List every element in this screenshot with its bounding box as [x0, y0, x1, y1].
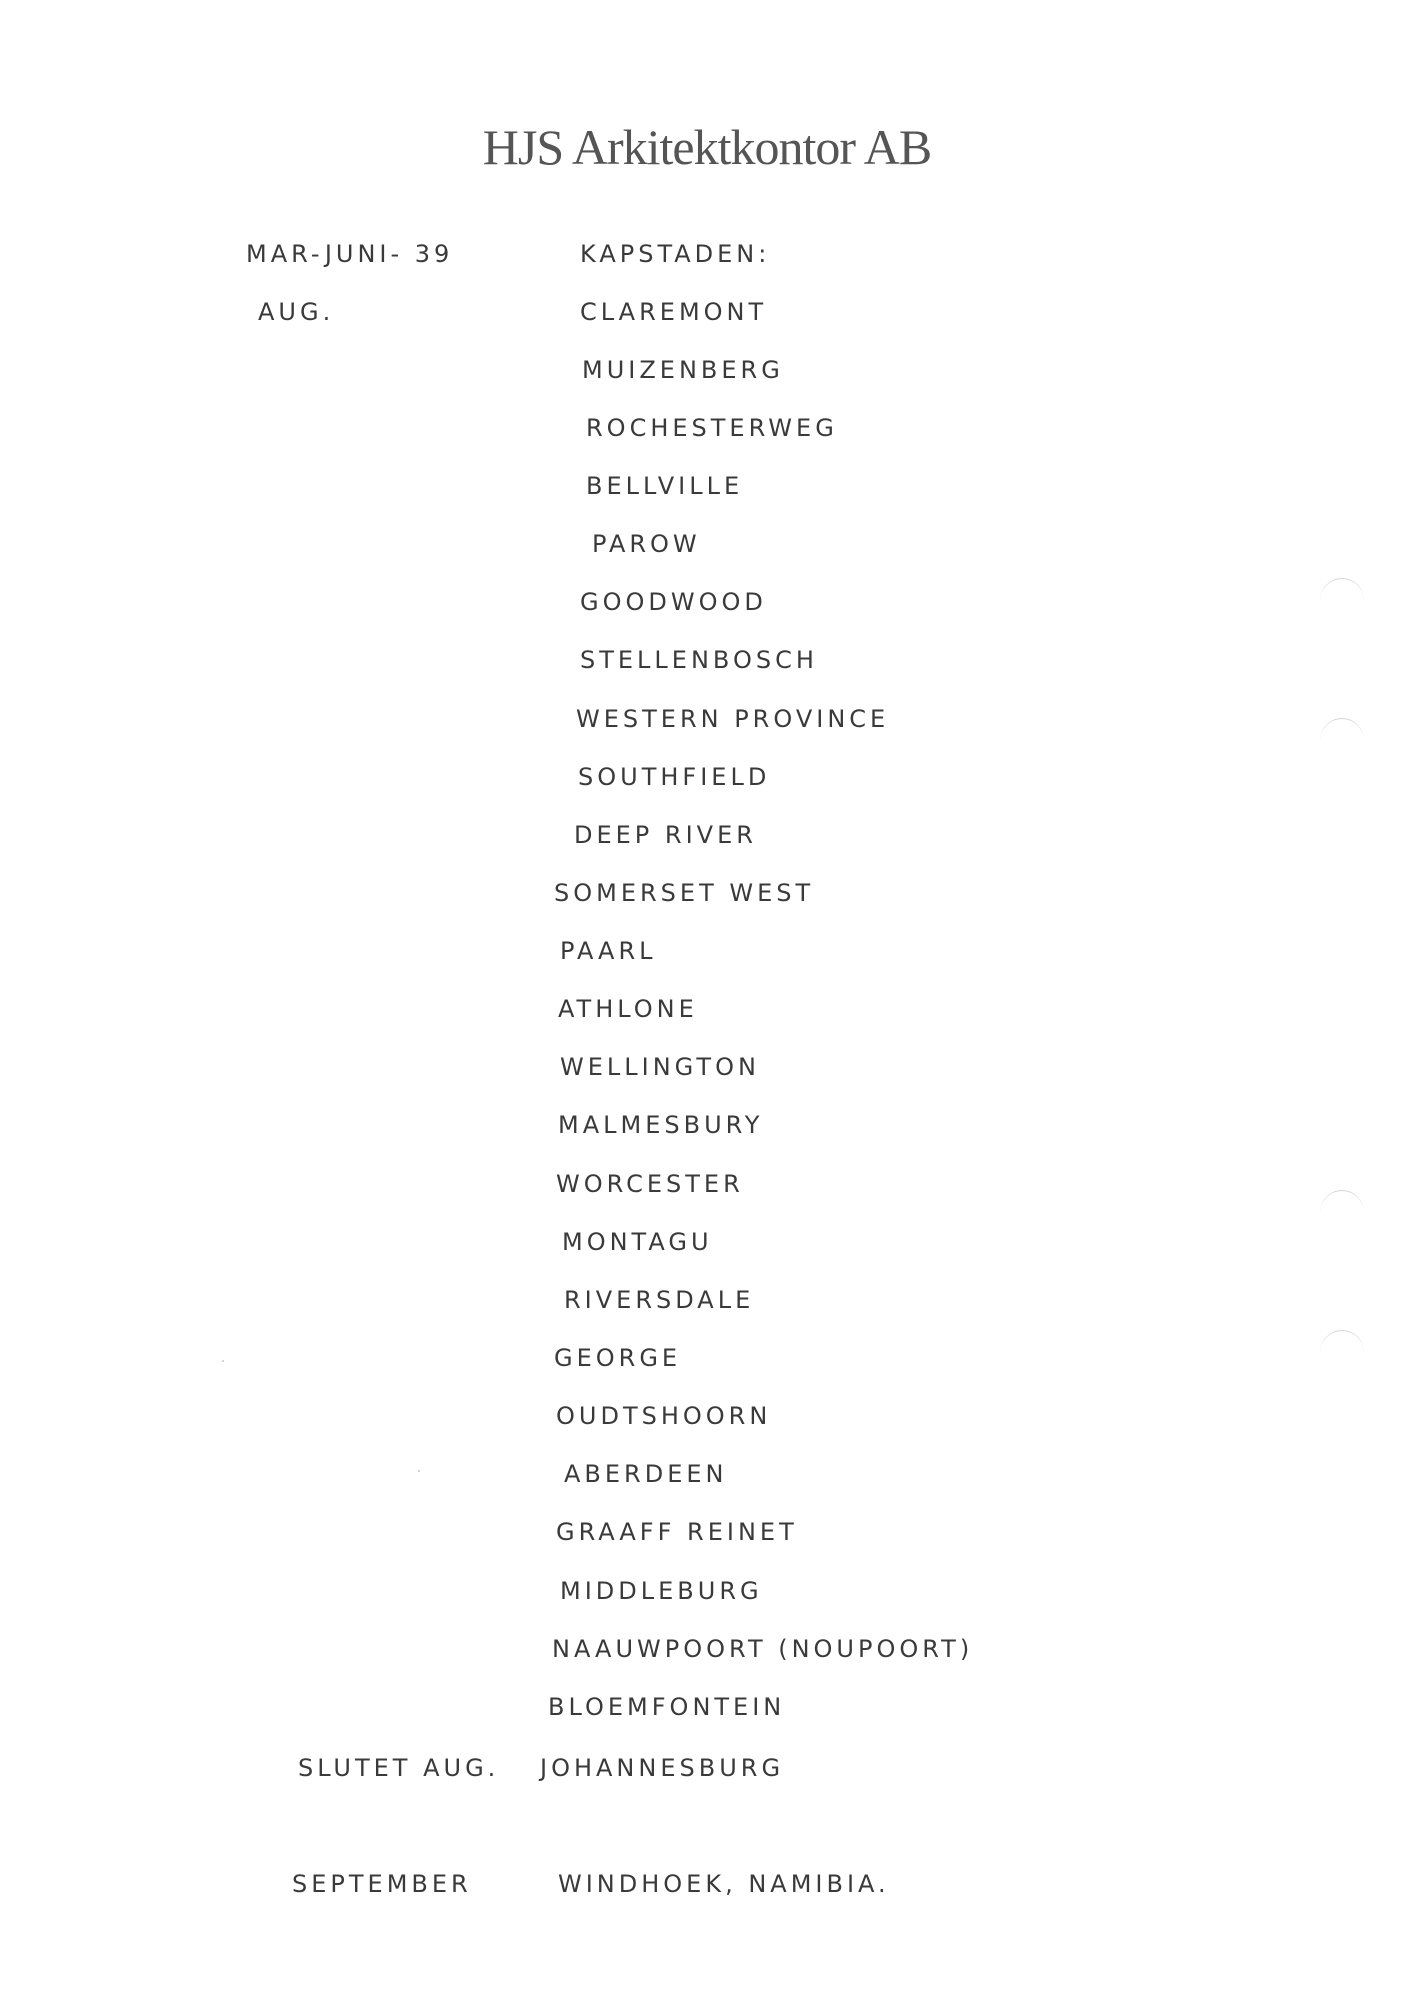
- place-goodwood: GOODWOOD: [580, 588, 767, 616]
- place-george: GEORGE: [554, 1344, 682, 1372]
- place-southfield: SOUTHFIELD: [578, 763, 771, 791]
- punch-hole-mark: [1320, 1190, 1364, 1213]
- punch-hole-mark: [1320, 718, 1364, 741]
- place-deep-river: DEEP RIVER: [574, 821, 757, 849]
- place-western-province: WESTERN PROVINCE: [576, 705, 890, 733]
- place-claremont: CLAREMONT: [580, 298, 768, 326]
- place-kapstaden: KAPSTADEN:: [580, 240, 771, 268]
- place-malmesbury: MALMESBURY: [558, 1111, 764, 1139]
- place-graaff-reinet: GRAAFF REINET: [556, 1518, 798, 1546]
- place-stellenbosch: STELLENBOSCH: [580, 646, 818, 674]
- place-bellville: BELLVILLE: [586, 472, 744, 500]
- place-bloemfontein: BLOEMFONTEIN: [548, 1693, 786, 1721]
- letterhead-title: HJS Arkitektkontor AB: [482, 119, 932, 175]
- place-riversdale: RIVERSDALE: [564, 1286, 755, 1314]
- place-aberdeen: ABERDEEN: [564, 1460, 728, 1488]
- date-september: SEPTEMBER: [292, 1870, 472, 1898]
- place-johannesburg: JOHANNESBURG: [540, 1754, 785, 1782]
- date-aug: AUG.: [258, 298, 335, 326]
- place-oudtshoorn: OUDTSHOORN: [556, 1402, 772, 1430]
- scan-speck: [222, 1360, 224, 1362]
- place-athlone: ATHLONE: [558, 995, 698, 1023]
- place-parow: PAROW: [592, 530, 701, 558]
- place-windhoek-namibia: WINDHOEK, NAMIBIA.: [558, 1870, 890, 1898]
- scan-speck: [418, 1470, 420, 1472]
- date-mar-juni: MAR-JUNI- 39: [246, 240, 454, 268]
- place-worcester: WORCESTER: [556, 1170, 744, 1198]
- place-paarl: PAARL: [560, 937, 657, 965]
- place-muizenberg: MUIZENBERG: [582, 356, 784, 384]
- date-slutet-aug: SLUTET AUG.: [298, 1754, 500, 1782]
- place-middleburg: MIDDLEBURG: [560, 1577, 763, 1605]
- place-somerset-west: SOMERSET WEST: [554, 879, 815, 907]
- punch-hole-mark: [1320, 578, 1364, 601]
- punch-hole-mark: [1320, 1330, 1364, 1353]
- place-naauwpoort: NAAUWPOORT (NOUPOORT): [552, 1635, 974, 1663]
- place-montagu: MONTAGU: [562, 1228, 713, 1256]
- place-rochesterweg: ROCHESTERWEG: [586, 414, 838, 442]
- place-wellington: WELLINGTON: [560, 1053, 760, 1081]
